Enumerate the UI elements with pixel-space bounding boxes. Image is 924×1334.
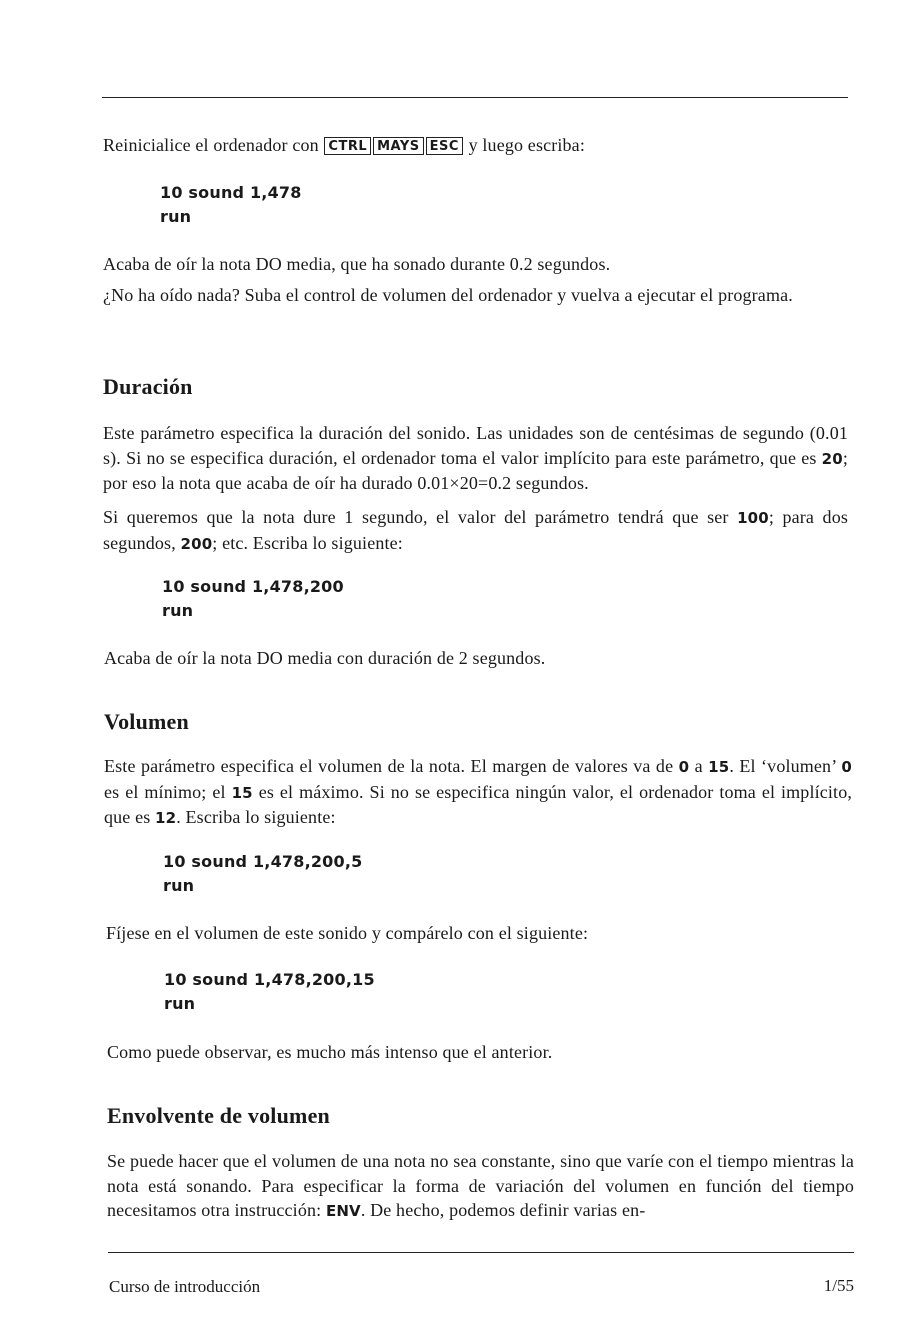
code-line: run	[162, 601, 194, 620]
text-run: ; por eso la nota que acaba de oír ha durado 0.01×20=0.2 segundos.	[103, 447, 848, 493]
header-rule	[102, 97, 848, 98]
heading-envolvente: Envolvente de volumen	[107, 1103, 330, 1128]
code-line: run	[160, 207, 192, 226]
bold-value: 12	[155, 809, 177, 827]
bold-value: 0	[678, 758, 690, 776]
text-run: . De hecho, podemos definir varias en-	[360, 1200, 646, 1220]
bold-value: 15	[708, 758, 730, 776]
bold-value: 15	[231, 783, 253, 802]
paragraph-duracion-1	[103, 421, 848, 496]
heading-volumen: Volumen	[104, 709, 189, 734]
heading-duracion: Duración	[103, 374, 193, 399]
text-run: es el mínimo; el	[104, 781, 226, 802]
intro-text-after: y luego escriba:	[468, 135, 585, 155]
code-block-3	[163, 850, 362, 898]
code-line: run	[164, 994, 196, 1013]
footer-title: Curso de introducción	[109, 1277, 261, 1296]
code-block-4	[164, 968, 375, 1016]
text-run: ; etc. Escriba lo siguiente:	[212, 532, 403, 553]
code-line: 10 sound 1,478,200	[162, 577, 344, 596]
text-run: Este parámetro especifica la duración del sonido. Las unidades son de centésimas de segundo (0.01 s). Si no se especifica duración, el ordenador toma el valor implícito para este parámetro, que es	[103, 423, 848, 468]
text-run: Si queremos que la nota dure 1 segundo, el valor del parámetro tendrá que ser	[103, 507, 729, 527]
code-block-2	[162, 575, 344, 623]
bold-value: 200	[180, 534, 213, 553]
footer-rule	[108, 1252, 854, 1253]
paragraph-envolvente-1	[107, 1149, 854, 1224]
bold-value: 100	[737, 509, 769, 527]
code-line: 10 sound 1,478,200,15	[164, 970, 375, 989]
intro-text-before: Reinicialice el ordenador con	[103, 135, 319, 155]
paragraph-duracion-2	[103, 505, 848, 556]
paragraph-volumen-3: Como puede observar, es mucho más intenso que el anterior.	[107, 1042, 553, 1062]
text-run: Se puede hacer que el volumen de una nota no sea constante, sino que varíe con el tiempo mientras la nota está sonando. Para especificar la forma de variación del volumen en función del tiempo necesitamos otra instrucción:	[107, 1151, 854, 1220]
paragraph-volumen-2: Fíjese en el volumen de este sonido y compárelo con el siguiente:	[106, 923, 589, 943]
bold-value: ENV	[325, 1202, 361, 1220]
key-mays: MAYS	[373, 137, 424, 155]
paragraph-no-oido: ¿No ha oído nada? Suba el control de volumen del ordenador y vuelva a ejecutar el programa.	[103, 285, 793, 305]
text-run: . El ‘volumen’	[729, 756, 837, 776]
bold-value: 20	[821, 449, 843, 468]
text-run: es el máximo. Si no se especifica ningún valor, el ordenador toma el implícito, que es	[104, 781, 853, 827]
code-line: 10 sound 1,478	[160, 183, 302, 202]
paragraph-duracion-3: Acaba de oír la nota DO media con duración de 2 segundos.	[104, 648, 546, 668]
intro-paragraph	[103, 133, 585, 158]
text-run: a	[694, 756, 703, 776]
bold-value: 0	[841, 758, 853, 776]
text-run: . Escriba lo siguiente:	[176, 807, 336, 827]
text-run: Este parámetro especifica el volumen de la nota. El margen de valores va de	[104, 756, 674, 776]
key-ctrl: CTRL	[324, 137, 371, 155]
paragraph-volumen-1	[104, 754, 852, 831]
key-esc: ESC	[426, 137, 463, 155]
code-block-1	[160, 181, 302, 229]
code-line: run	[163, 876, 195, 895]
paragraph-acaba-1: Acaba de oír la nota DO media, que ha sonado durante 0.2 segundos.	[103, 254, 611, 274]
text-run: ; para dos segundos,	[103, 507, 848, 553]
page-number: 1/55	[823, 1276, 854, 1295]
code-line: 10 sound 1,478,200,5	[163, 852, 363, 871]
